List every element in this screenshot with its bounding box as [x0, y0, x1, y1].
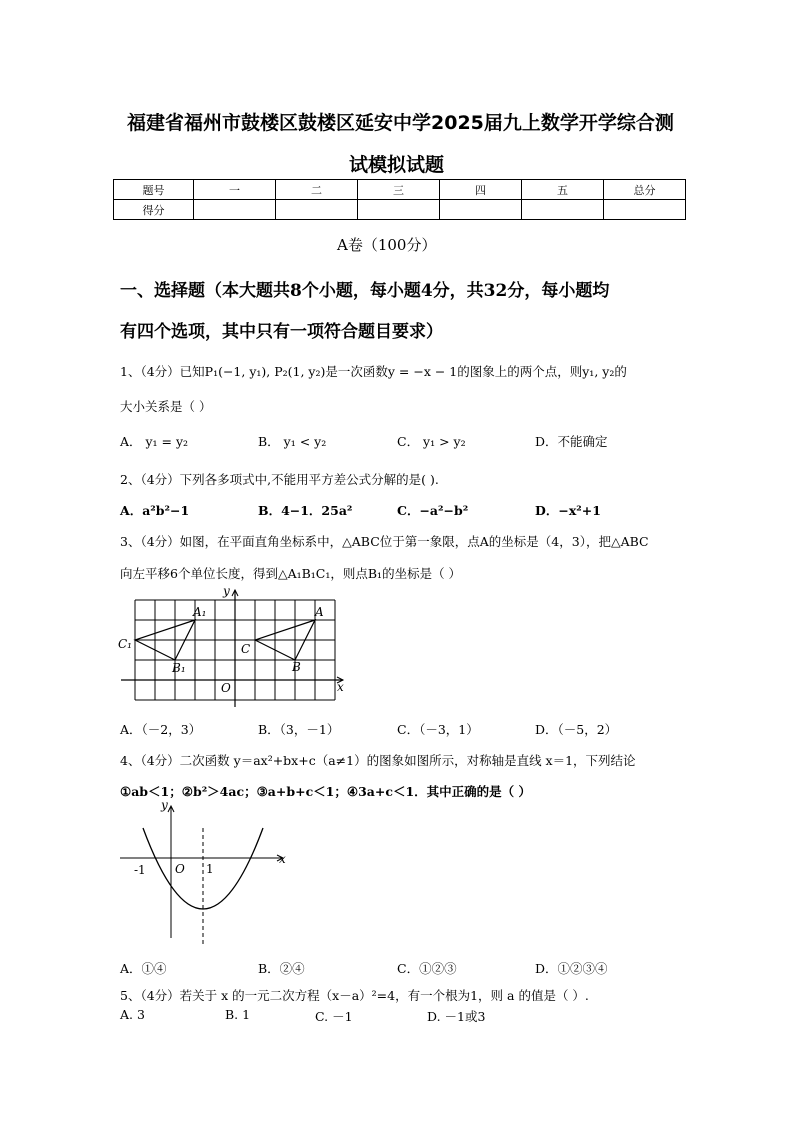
- q3-label-c1: C₁: [118, 637, 132, 651]
- q1-text-line2: 大小关系是（ ）: [120, 399, 212, 414]
- section-heading-line1: 一、选择题（本大题共8个小题，每小题4分，共32分，每小题均: [120, 281, 610, 301]
- q5-option-c: C. －1: [315, 1009, 353, 1024]
- q3-label-b1: B₁: [172, 661, 186, 675]
- q1-option-d: D．不能确定: [535, 434, 608, 449]
- q4-option-b: B．②④: [258, 961, 305, 976]
- q3-label-c: C: [241, 642, 251, 656]
- q4-option-c: C．①②③: [397, 961, 457, 976]
- q3-coordinate-figure: [115, 585, 355, 710]
- page-title-line2: 试模拟试题: [349, 154, 445, 176]
- score-cell-1: 一: [194, 180, 276, 200]
- q4-label-origin: O: [175, 862, 185, 876]
- q5-text-line1: 5、（4分）若关于 x 的一元二次方程（x－a）²=4，有一个根为1，则 a 的值是（ ）.: [120, 988, 589, 1003]
- q3-option-d: D．（－5，2）: [535, 722, 618, 737]
- score-blank: [522, 200, 604, 220]
- q3-label-b: B: [292, 660, 301, 674]
- q5-option-b: B. 1: [225, 1007, 251, 1022]
- q3-label-a1: A₁: [193, 605, 207, 619]
- q3-label-a: A: [315, 605, 324, 619]
- score-cell-5: 五: [522, 180, 604, 200]
- q2-option-c: C．−a²−b²: [397, 503, 469, 518]
- score-cell-total: 总分: [604, 180, 686, 200]
- q3-option-b: B．（3，－1）: [258, 722, 340, 737]
- score-cell-label: 题号: [114, 180, 194, 200]
- score-blank: [194, 200, 276, 220]
- q4-parabola-figure: [115, 800, 295, 950]
- q4-text-line1: 4、（4分）二次函数 y＝ax²+bx+c（a≠1）的图象如图所示，对称轴是直线 x＝1，下列结论: [120, 753, 636, 768]
- q3-option-c: C．（－3，1）: [397, 722, 479, 737]
- volume-a-heading: A卷（100分）: [337, 236, 437, 254]
- q3-text-line2: 向左平移6个单位长度，得到△A₁B₁C₁，则点B₁的坐标是（ ）: [120, 566, 462, 581]
- score-table: [113, 179, 686, 220]
- q5-option-d: D. －1或3: [427, 1009, 486, 1024]
- score-table-score-row: [114, 200, 686, 220]
- q5-option-a: A. 3: [120, 1007, 145, 1022]
- score-table-header-row: [114, 180, 686, 200]
- q4-label-y: y: [161, 800, 168, 812]
- q4-option-a: A．①④: [120, 961, 167, 976]
- section-heading-line2: 有四个选项，其中只有一项符合题目要求）: [120, 322, 443, 342]
- q4-label-one: 1: [206, 862, 214, 876]
- q4-text-line2: ①ab＜1；②b²＞4ac；③a+b+c＜1；④3a+c＜1．其中正确的是（ ）: [120, 784, 532, 799]
- q3-text-line1: 3、（4分）如图，在平面直角坐标系中，△ABC位于第一象限，点A的坐标是（4，3），把△ABC: [120, 534, 649, 549]
- q2-option-a: A．a²b²−1: [120, 503, 190, 518]
- q2-text-line1: 2、（4分）下列各多项式中,不能用平方差公式分解的是( ).: [120, 472, 439, 487]
- page-title-line1: 福建省福州市鼓楼区鼓楼区延安中学2025届九上数学开学综合测: [127, 112, 674, 134]
- score-blank: [276, 200, 358, 220]
- score-cell-2: 二: [276, 180, 358, 200]
- q4-label-neg1: -1: [134, 863, 146, 877]
- score-blank: [440, 200, 522, 220]
- q4-option-d: D．①②③④: [535, 961, 608, 976]
- score-cell-4: 四: [440, 180, 522, 200]
- q2-option-d: D．−x²+1: [535, 503, 601, 518]
- q4-label-x: x: [279, 852, 286, 866]
- q4-parabola-curve: [143, 828, 263, 909]
- q3-label-origin: O: [221, 681, 231, 695]
- q3-label-y: y: [223, 585, 230, 598]
- score-blank: [358, 200, 440, 220]
- score-row-label: 得分: [114, 200, 194, 220]
- q3-label-x: x: [337, 680, 344, 694]
- score-blank: [604, 200, 686, 220]
- q1-option-b: B． y₁ < y₂: [258, 434, 327, 449]
- q1-option-a: A． y₁ = y₂: [120, 434, 189, 449]
- q1-text-line1: 1、（4分）已知P₁(−1, y₁), P₂(1, y₂)是一次函数y = −x − 1的图象上的两个点，则y₁, y₂的: [120, 364, 627, 379]
- q1-option-c: C． y₁ > y₂: [397, 434, 466, 449]
- q3-option-a: A．（－2，3）: [120, 722, 202, 737]
- score-cell-3: 三: [358, 180, 440, 200]
- q2-option-b: B．4−1．25a²: [258, 503, 353, 518]
